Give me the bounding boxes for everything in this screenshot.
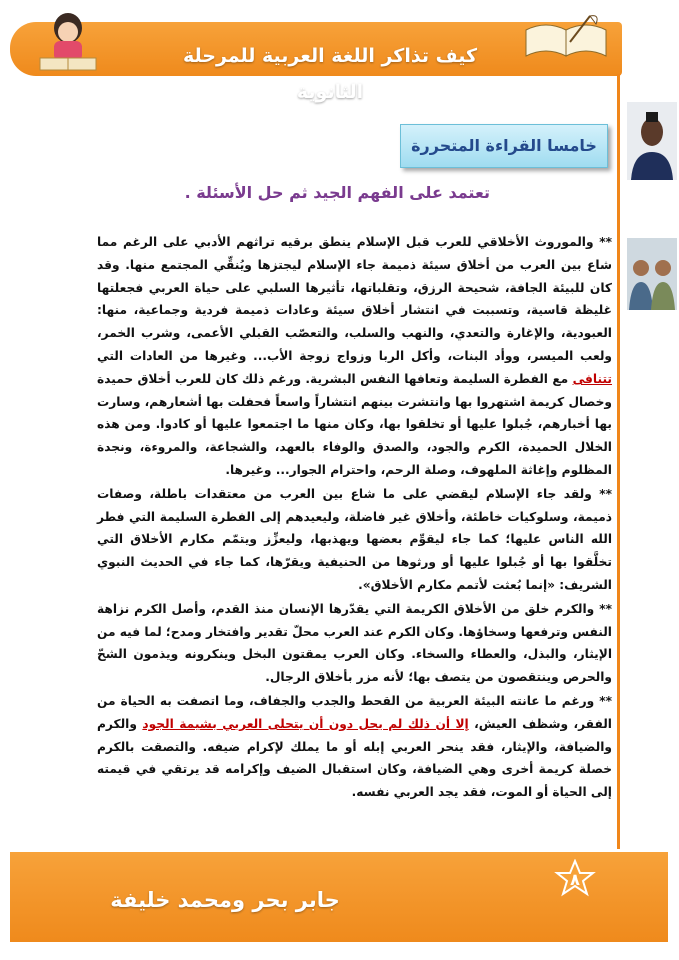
page-number: ٨ bbox=[570, 870, 580, 889]
reading-passage bbox=[97, 231, 612, 805]
section-heading-tab bbox=[400, 124, 608, 168]
highlighted-word: تتنافى bbox=[572, 371, 612, 386]
instruction-subtitle: تعتمد على الفهم الجيد ثم حل الأسئلة . bbox=[184, 183, 490, 202]
paragraph-2: ** ولقد جاء الإسلام ليقضي على ما شاع بين العرب من معتقدات باطلة، وصفات ذميمة، وسلوكيات خاطئة، وأخلاق غير فاضلة، وليعيدهم إلى الفطرة السليمة التي فطر الله الناس عليها؛ كما جاء ليقوِّم بعضها ويهذبها، وليعزِّز ويتمّم مكارم الأخلاق التي تخلَّقوا بها أو جُبلوا عليها أو ورثوها من الحنيفية ويقرّها، كما جاء في الحديث النبوي الشريف: «إنما بُعثت لأتمم مكارم الأخلاق». bbox=[97, 486, 612, 592]
paragraph-4 bbox=[97, 690, 612, 804]
header-title: كيف تذاكر اللغة العربية للمرحلة الثانوية bbox=[182, 45, 478, 103]
author-photo bbox=[627, 102, 677, 180]
paragraph-4-text-a: ** ورغم ما عانته البيئة العربية من القحط والجدب والجفاف، وما اتصفت به الحياة من الفقر، وشظف العيش، bbox=[97, 693, 612, 731]
paragraph-4-text-b: والكرم والضيافة، والإيثار، فقد ينحر العربي إبله أو ما يملك لإكرام ضيفه. والتصقت بالكرم خصلة كريمة أخرى وهي الضيافة، وكان استقبال الضيف وإكرامه قد يرتقي في قيمته إلى الحياة أو الموت، فقد يجد العربي نفسه. bbox=[97, 716, 612, 800]
author-names: جابر بحر ومحمد خليفة bbox=[110, 888, 340, 912]
paragraph-1-text-a: ** والموروث الأخلاقي للعرب قبل الإسلام ينطق برقيه تراثهم الأدبي على الرغم مما شاع بين العرب من أخلاق سيئة ذميمة جاء الإسلام ليجتزها ويُنقِّي المجتمع منها. وقد كان للبيئة الجافة، شحيحة الرزق، وتقلباتها، تأثيرها السلبي على حياة العربي فجعلتها غليظة قاسية، وتسببت في انتشار أخلاق سيئة وعادات ذميمة فردية وجماعية، منها: العبودية، والإغارة والتعدي، والنهب والسلب، والتعصّب القبلي الأعمى، وشرب الخمر، ولعب الميسر، ووأد البنات، وأكل الربا وزواج زوجة الأب... وغيرها من العادات التي bbox=[97, 235, 612, 363]
section-heading-label: خامسا القراءة المتحررة bbox=[411, 136, 597, 155]
student-girl-illustration bbox=[28, 8, 108, 78]
highlighted-phrase: إلا أن ذلك لم يحل دون أن يتحلى العربي بشيمة الجود bbox=[142, 716, 469, 731]
paragraph-1-text-b: مع الفطرة السليمة وتعافها النفس البشرية. ورغم ذلك كان للعرب أخلاق حميدة وخصال كريمة اشتهروا بها وانتشرت بينهم انتشاراً واسعاً فحفلت بها أشعارهم، وسارت بها أخبارهم، جُبلوا عليها أو تخلقوا بها، وكان منها ما اجتمعوا عليها أو كادوا. ومن هذه الخلال الحميدة، الكرم والجود، والصدق والوفاء بالعهد، والشجاعة، والمروءة، ونجدة المظلوم وإغاثة الملهوف، وصلة الرحم، واحترام الجوار... وغيرها. bbox=[97, 371, 612, 477]
open-book-quill-icon bbox=[520, 12, 614, 70]
paragraph-1 bbox=[97, 231, 612, 482]
paragraph-3: ** والكرم خلق من الأخلاق الكريمة التي يقدّرها الإنسان منذ القدم، وأصل الكرم نزاهة النفس وترفعها وسخاؤها. وكان الكرم عند العرب محلّ تقدير وافتخار ومدح؛ لما فيه من الإيثار، والبذل، والعطاء والسخاء. وكان العرب يمقتون البخل وينكرونه ويذمون الشحّ والحرص وينتقصون من يتصف بها؛ لأنه مزر بأخلاق الرجال. bbox=[97, 601, 612, 685]
authors-group-photo bbox=[627, 238, 677, 310]
page-side-rule bbox=[617, 74, 620, 849]
